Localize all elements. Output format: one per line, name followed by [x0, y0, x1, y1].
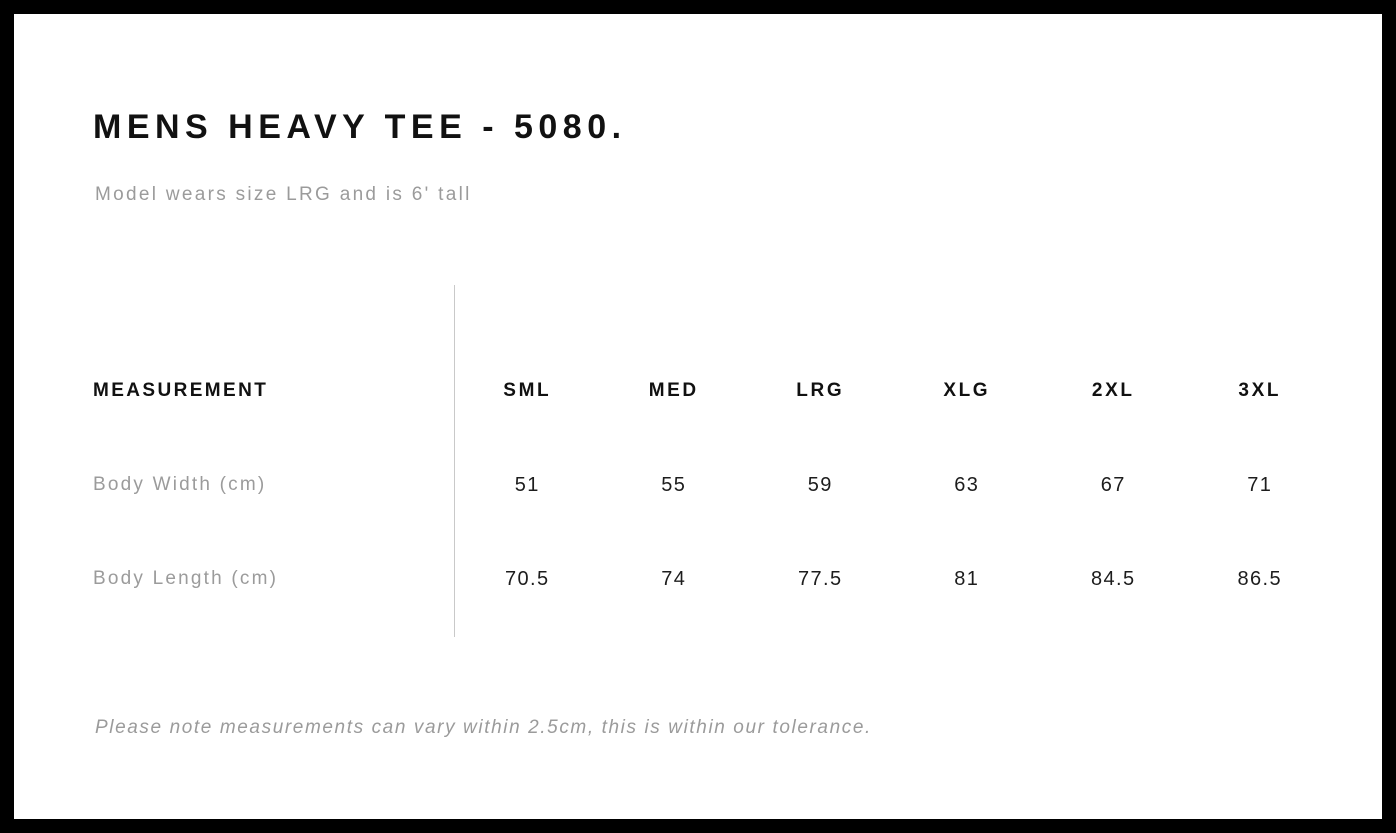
row-label-body-width: Body Width (cm) [93, 474, 267, 495]
body-length-med: 74 [661, 567, 687, 590]
table-row [93, 532, 1333, 626]
column-header-xlg: XLG [943, 380, 991, 401]
tolerance-note: Please note measurements can vary within 2.5cm, this is within our tolerance. [95, 717, 872, 738]
column-header-3xl: 3XL [1238, 380, 1282, 401]
body-width-lrg: 59 [807, 473, 833, 496]
body-width-sml: 51 [514, 473, 540, 496]
size-chart-content [93, 14, 1342, 819]
size-chart-card [14, 14, 1382, 819]
body-width-xlg: 63 [954, 473, 980, 496]
body-length-xlg: 81 [954, 567, 980, 590]
body-length-3xl: 86.5 [1237, 567, 1283, 590]
body-length-lrg: 77.5 [797, 567, 843, 590]
column-header-lrg: LRG [796, 380, 845, 401]
page-title: MENS HEAVY TEE - 5080. [93, 108, 627, 146]
body-width-med: 55 [661, 473, 687, 496]
body-width-2xl: 67 [1100, 473, 1126, 496]
column-header-2xl: 2XL [1091, 380, 1135, 401]
row-label-body-length: Body Length (cm) [93, 568, 279, 589]
body-width-3xl: 71 [1247, 473, 1273, 496]
model-note: Model wears size LRG and is 6' tall [95, 184, 472, 205]
column-header-measurement: MEASUREMENT [93, 380, 269, 401]
column-header-sml: SML [503, 380, 552, 401]
measurements-table [93, 344, 1333, 626]
body-length-sml: 70.5 [504, 567, 550, 590]
table-row [93, 438, 1333, 532]
body-length-2xl: 84.5 [1090, 567, 1136, 590]
column-header-med: MED [648, 380, 699, 401]
table-header-row [93, 344, 1333, 438]
